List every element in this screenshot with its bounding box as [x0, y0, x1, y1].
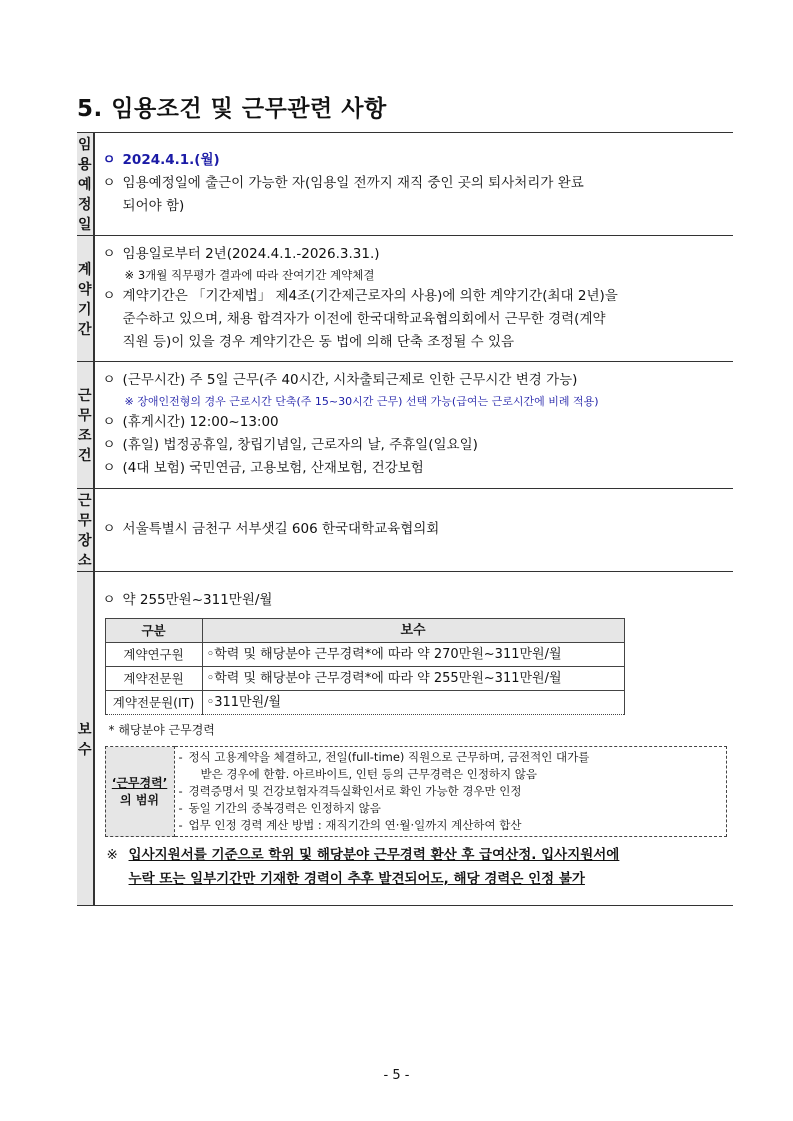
career-footnote: * 해당분야 근무경력	[108, 723, 215, 737]
conditions-line-2: (휴게시간) 12:00~13:00	[122, 414, 279, 430]
row-place	[77, 489, 733, 572]
bullet: ㅇ	[102, 152, 116, 168]
final-notice	[103, 843, 727, 891]
pay-cell-category: 계약전문원(IT)	[105, 691, 202, 715]
contract-line-1: 임용일로부터 2년(2024.4.1.-2026.3.31.)	[122, 245, 380, 262]
row-label-start-date: 임용예정일	[77, 133, 94, 236]
row-label-contract: 계약기간	[77, 236, 94, 362]
pay-cell-value: ◦311만원/월	[202, 691, 624, 715]
bullet: ㅇ	[102, 175, 116, 191]
list-item: - 정식 고용계약을 체결하고, 전일(full-time) 직원으로 근무하며, 금전적인 대가를	[178, 750, 590, 764]
conditions-table	[77, 132, 733, 906]
contract-line-2: 계약기간은 「기간제법」 제4조(기간제근로자의 사용)에 의한 계약기간(최대 2년)을	[122, 287, 618, 304]
pay-table	[105, 618, 625, 715]
row-label-place: 근무장소	[77, 489, 94, 572]
pay-header-category: 구분	[105, 619, 202, 643]
contract-note: ※ 3개월 직무평가 결과에 따라 잔여기간 계약체결	[124, 267, 375, 282]
table-row	[105, 667, 624, 691]
bullet: ㅇ	[102, 592, 116, 608]
pay-line-1: 약 255만원~311만원/월	[122, 592, 273, 608]
row-start-date	[77, 133, 733, 236]
conditions-line-1: (근무시간) 주 5일 근무(주 40시간, 시차출퇴근제로 인한 근무시간 변경 가능)	[122, 372, 578, 388]
list-item: - 경력증명서 및 건강보험자격득실확인서로 확인 가능한 경우만 인정	[178, 784, 522, 798]
bullet: ㅇ	[102, 521, 116, 537]
conditions-line-3: (휴일) 법정공휴일, 창립기념일, 근로자의 날, 주휴일(일요일)	[122, 437, 478, 453]
bullet: ㅇ	[102, 460, 116, 476]
list-item: - 동일 기간의 중복경력은 인정하지 않음	[178, 801, 381, 815]
table-row	[105, 643, 624, 667]
start-desc-2: 되어야 함)	[122, 198, 185, 214]
row-conditions	[77, 362, 733, 489]
section-title: 5. 임용조건 및 근무관련 사항	[77, 96, 387, 122]
list-item: 받은 경우에 한함. 아르바이트, 인턴 등의 근무경력은 인정하지 않음	[200, 767, 538, 781]
reference-mark: ※	[106, 847, 118, 863]
bullet: ㅇ	[102, 414, 116, 430]
list-item: - 업무 인정 경력 계산 방법 : 재직기간의 연·월·일까지 계산하여 합산	[178, 818, 522, 832]
pay-cell-category: 계약전문원	[105, 667, 202, 691]
career-range-label	[105, 747, 174, 837]
pay-table-header	[105, 619, 624, 643]
row-label-conditions: 근무조건	[77, 362, 94, 489]
bullet: ㅇ	[102, 287, 116, 304]
contract-line-4: 직원 등)이 있을 경우 계약기간은 동 법에 의해 단축 조정될 수 있음	[122, 333, 515, 350]
pay-cell-value: ◦학력 및 해당분야 근무경력*에 따라 약 255만원~311만원/월	[202, 667, 624, 691]
conditions-note: ※ 장애인전형의 경우 근로시간 단축(주 15~30시간 근무) 선택 가능(급여는 근로시간에 비례 적용)	[124, 395, 599, 408]
final-notice-line-2: 누락 또는 일부기간만 기재한 경력이 추후 발견되어도, 해당 경력은 인정 불가	[128, 871, 585, 887]
conditions-line-4: (4대 보험) 국민연금, 고용보험, 산재보험, 건강보험	[122, 460, 424, 476]
start-desc-1: 임용예정일에 출근이 가능한 자(임용일 전까지 재직 중인 곳의 퇴사처리가 완료	[122, 175, 584, 191]
pay-cell-value: ◦학력 및 해당분야 근무경력*에 따라 약 270만원~311만원/월	[202, 643, 624, 667]
row-pay	[77, 572, 733, 906]
bullet: ㅇ	[102, 437, 116, 453]
career-range-label-1: ‘근무경력’	[111, 775, 168, 790]
row-contract	[77, 236, 733, 362]
bullet: ㅇ	[102, 372, 116, 388]
place-line-1: 서울특별시 금천구 서부샛길 606 한국대학교육협의회	[122, 521, 440, 537]
career-range-box	[105, 746, 727, 837]
career-range-label-2: 의 범위	[120, 792, 160, 807]
start-date-value: 2024.4.1.(월)	[122, 152, 220, 168]
table-row	[105, 691, 624, 715]
bullet: ㅇ	[102, 245, 116, 262]
pay-cell-category: 계약연구원	[105, 643, 202, 667]
contract-line-3: 준수하고 있으며, 채용 합격자가 이전에 한국대학교육협의회에서 근무한 경력(계약	[122, 310, 606, 327]
pay-header-pay: 보수	[202, 619, 624, 643]
final-notice-line-1: 입사지원서를 기준으로 학위 및 해당분야 근무경력 환산 후 급여산정. 입사지원서에	[128, 847, 620, 863]
page-number: - 5 -	[383, 1068, 410, 1083]
row-label-pay: 보수	[77, 572, 94, 906]
